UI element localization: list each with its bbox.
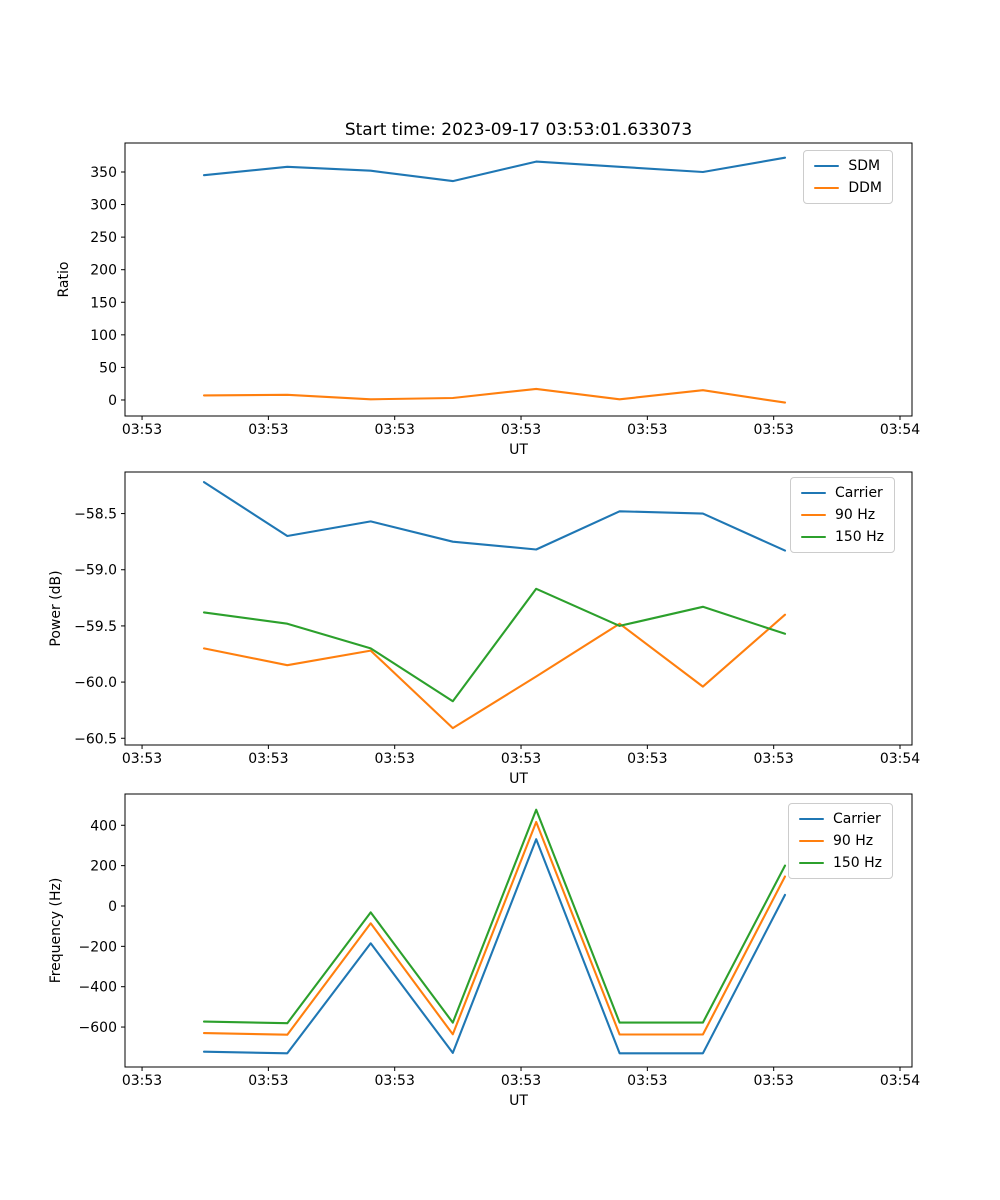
legend-item	[814, 181, 882, 195]
x-tick-label: 03:53	[627, 1073, 668, 1089]
x-tick-label: 03:53	[374, 751, 415, 767]
y-axis-label: Frequency (Hz)	[48, 877, 64, 984]
x-tick-label: 03:53	[753, 751, 794, 767]
x-axis-label: UT	[509, 771, 528, 787]
series-line-sdm	[204, 158, 785, 181]
y-tick-label: 200	[90, 858, 117, 875]
x-tick-label: 03:53	[121, 751, 163, 767]
legend-frequency	[788, 803, 893, 879]
x-tick-label: 03:53	[248, 1073, 289, 1089]
y-tick-label: 50	[99, 360, 117, 377]
x-axis-label: UT	[509, 442, 528, 458]
x-tick-label: 03:53	[248, 751, 289, 767]
y-tick-label: −60.5	[74, 731, 117, 748]
x-tick-label: 03:53	[121, 1073, 163, 1089]
legend-label: 150 Hz	[834, 529, 884, 545]
legend-item	[814, 159, 882, 173]
legend-label: 150 Hz	[832, 855, 882, 871]
series-line-150-hz	[204, 589, 785, 701]
y-tick-label: −200	[78, 939, 117, 956]
legend-line-swatch-icon	[799, 818, 824, 821]
y-tick-label: −59.0	[74, 562, 117, 579]
legend-line-swatch-icon	[801, 492, 826, 495]
y-tick-label: −600	[78, 1020, 117, 1037]
x-tick-label: 03:54	[879, 751, 921, 767]
y-tick-label: −60.0	[74, 675, 117, 692]
legend-line-swatch-icon	[814, 187, 839, 190]
legend-label: 90 Hz	[834, 507, 876, 523]
y-tick-label: 350	[90, 164, 117, 181]
series-line-ddm	[204, 389, 785, 403]
series-line-carrier	[204, 839, 785, 1053]
legend-label: 90 Hz	[832, 833, 874, 849]
x-tick-label: 03:53	[627, 751, 668, 767]
y-axis-label: Power (dB)	[48, 570, 64, 647]
series-line-150-hz	[204, 810, 785, 1024]
y-tick-label: 300	[90, 197, 117, 214]
legend-item	[801, 508, 884, 522]
y-tick-label: 0	[108, 898, 117, 915]
legend-line-swatch-icon	[799, 840, 824, 843]
legend-power	[790, 477, 895, 553]
x-tick-label: 03:54	[879, 1073, 921, 1089]
x-tick-label: 03:53	[627, 422, 668, 438]
legend-line-swatch-icon	[801, 536, 826, 539]
series-line-carrier	[204, 482, 785, 550]
y-tick-label: −400	[78, 979, 117, 996]
y-axis-label: Ratio	[56, 261, 72, 298]
x-tick-label: 03:53	[121, 422, 163, 438]
legend-line-swatch-icon	[799, 862, 824, 865]
legend-item	[801, 530, 884, 544]
y-tick-label: 250	[90, 230, 117, 247]
x-tick-label: 03:54	[879, 422, 921, 438]
axes-frame	[125, 143, 912, 416]
x-tick-label: 03:53	[753, 422, 794, 438]
legend-item	[799, 812, 882, 826]
legend-label: Carrier	[834, 485, 883, 501]
y-tick-label: 400	[90, 818, 117, 835]
legend-ratio	[803, 150, 893, 204]
series-line-90-hz	[204, 615, 785, 728]
x-tick-label: 03:53	[753, 1073, 794, 1089]
legend-label: Carrier	[832, 811, 881, 827]
y-tick-label: −58.5	[74, 506, 117, 523]
legend-label: SDM	[848, 158, 881, 174]
x-tick-label: 03:53	[500, 422, 542, 438]
y-tick-label: 100	[90, 327, 117, 344]
legend-line-swatch-icon	[814, 165, 839, 168]
legend-label: DDM	[848, 180, 882, 196]
y-tick-label: 200	[90, 262, 117, 279]
x-axis-label: UT	[509, 1093, 528, 1109]
y-tick-label: −59.5	[74, 618, 117, 635]
x-tick-label: 03:53	[374, 422, 415, 438]
x-tick-label: 03:53	[500, 751, 542, 767]
legend-line-swatch-icon	[801, 514, 826, 517]
x-tick-label: 03:53	[374, 1073, 415, 1089]
series-line-90-hz	[204, 822, 785, 1035]
y-tick-label: 150	[90, 295, 117, 312]
legend-item	[799, 834, 882, 848]
legend-item	[801, 486, 884, 500]
x-tick-label: 03:53	[248, 422, 289, 438]
plot-ratio	[56, 143, 920, 458]
figure-title: Start time: 2023-09-17 03:53:01.633073	[344, 120, 693, 140]
y-tick-label: 0	[108, 392, 117, 409]
x-tick-label: 03:53	[500, 1073, 542, 1089]
legend-item	[799, 856, 882, 870]
